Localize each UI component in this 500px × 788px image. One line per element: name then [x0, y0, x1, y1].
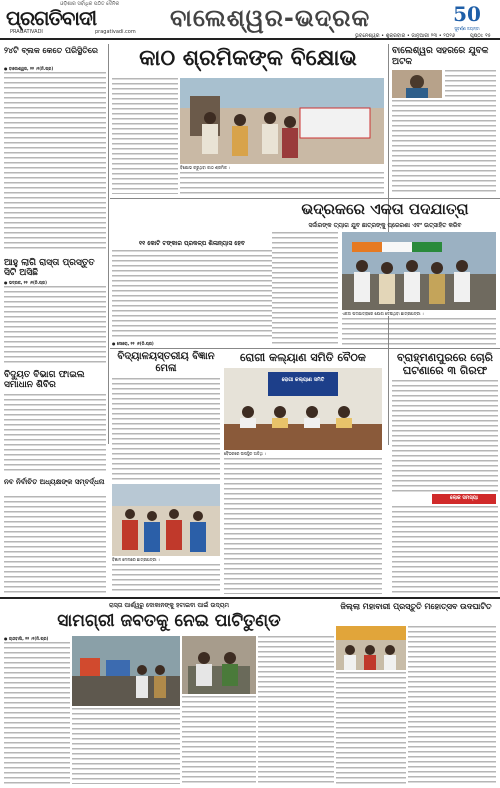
- vendor-photo: [182, 636, 256, 694]
- story-headline[interactable]: ଆହୁ ଲାଗି ରାସ୍ତା ପ୍ରସ୍ତୁତ ସିଟି ଅସିଛି: [4, 258, 95, 278]
- story-headline[interactable]: ସାମଗ୍ରୀ ଜବତକୁ ନେଇ ପାଟିତୁଣ୍ଡ: [57, 611, 281, 631]
- section-rule: [110, 198, 500, 199]
- story-body-text: [258, 636, 334, 784]
- page-number: ପୃଷ୍ଠା: ୧୫: [470, 33, 491, 39]
- story-body-text: [408, 626, 496, 784]
- anniversary-number: 50: [453, 2, 481, 26]
- market-photo: [72, 636, 180, 706]
- story-kicker: ରାସ୍ତା ପାର୍ଶ୍ୱରୁ ଦୋକାନଙ୍କୁ ହଟାଇବା ପାଇଁ ଉଦ୍ୟମ: [108, 602, 230, 609]
- story-body-text: [336, 672, 406, 784]
- story-dateline: ● ବାଲେଶ୍ୱର, ୨୨ ।୧(ନି.ପ୍ର): [4, 66, 54, 71]
- story-body-text: [392, 100, 496, 194]
- anniversary-emblem: [442, 2, 492, 32]
- story-strap[interactable]: ୧୧ କୋଟି ଟଙ୍କାର ପ୍ରକଳ୍ପ ଶିଳାନ୍ୟାସ ହେବ: [139, 240, 245, 247]
- photo-caption: ବୈଠକରେ ଉପସ୍ଥିତ ଅତିଥି ।: [224, 451, 382, 456]
- story-body-text: [112, 564, 220, 594]
- story-headline[interactable]: ରୋଗୀ କଲ୍ୟାଣ ସମିତି ବୈଠକ: [240, 351, 366, 364]
- logo-subtitle: PRAGATIVADI: [10, 29, 43, 35]
- anniversary-text: ସୁବର୍ଣ୍ଣ ଜୟନ୍ତୀ: [454, 26, 480, 31]
- story-subheadline: ସର୍ଦ୍ଦାରଙ୍କ ତ୍ୟାଗ ଯୁବ ଛାତ୍ରଙ୍କୁ ପ୍ରେରଣା ଏବଂ ଉତ୍ସାହିତ କରିବ: [308, 222, 462, 229]
- story-headline[interactable]: ଜିଲ୍ଲା ମହାବାରୀ ପ୍ରସ୍ତୁତି ମହୋତ୍ସବ ଉଦଘାଟିତ: [340, 602, 492, 611]
- story-body-text: [4, 72, 106, 252]
- newspaper-logo[interactable]: ପ୍ରଗତିବାଦୀ: [6, 6, 97, 30]
- story-headline[interactable]: ବ୍ରାହ୍ମଣପୁରରେ ଚୋରି ଘଟଣାରେ ୩ ଗିରଫ: [396, 351, 494, 377]
- story-body-text: [112, 378, 220, 482]
- section-tag: ଲୋକ ସମସ୍ୟା: [432, 494, 496, 504]
- story-body-text: [272, 232, 338, 344]
- masthead: [0, 0, 500, 40]
- issue-date: ଭୁବନେଶ୍ୱର • ଶୁକ୍ରବାର • ଜାନୁଆରୀ ୨୩ • ୨୦୨୬: [355, 33, 456, 39]
- story-headline[interactable]: ନବ ନିର୍ବାଚିତ ଅଧ୍ୟକ୍ଷଙ୍କ ସମ୍ବର୍ଦ୍ଧନା: [4, 478, 105, 486]
- padayatra-photo: [342, 232, 496, 310]
- photo-caption: ବିକ୍ଷୋଭ କରୁଥିବା କାଠ ଶ୍ରମିକ ।: [180, 165, 384, 170]
- news-photo: [392, 70, 442, 98]
- story-body-text: [112, 250, 272, 340]
- story-body-text: [112, 78, 178, 194]
- story-body-text: [224, 458, 382, 594]
- column-rule: [108, 44, 109, 444]
- story-body-text: [4, 286, 106, 366]
- story-headline[interactable]: ବାଲେଶ୍ୱର ସହରରେ ଯୁବକ ଅଟକ: [392, 46, 489, 67]
- meeting-banner: ରୋଗୀ କଲ୍ୟାଣ ସମିତି: [268, 372, 338, 396]
- photo-caption: ବିଜ୍ଞାନ ମେଳାରେ ଛାତ୍ରଛାତ୍ରୀ ।: [112, 557, 220, 562]
- edition-title: ବାଲେଶ୍ୱର-ଭଦ୍ରକ: [170, 4, 371, 32]
- tagline: ଓଡ଼ିଶାର ସର୍ବାଧିକ ପଠିତ ଦୈନିକ: [60, 1, 120, 7]
- story-headline[interactable]: ଭଦ୍ରକରେ ଏକତା ପଦଯାତ୍ରା: [301, 200, 469, 218]
- story-headline[interactable]: ବିଦ୍ୟାଳୟସ୍ତରୀୟ ବିଜ୍ଞାନ ମେଳା: [117, 351, 215, 374]
- story-body-text: [392, 506, 498, 594]
- story-dateline: ● ସୋରୋ, ୨୨ ।୧(ନି.ପ୍ର): [112, 341, 154, 346]
- story-body-text: [180, 172, 384, 196]
- story-body-text: [392, 380, 498, 492]
- story-body-text: [72, 708, 180, 784]
- website-url[interactable]: pragativadi.com: [95, 29, 136, 35]
- story-dateline: ● ଭଦ୍ରକ, ୨୨ ।୧(ନି.ପ୍ର): [4, 280, 47, 285]
- lead-headline[interactable]: କାଠ ଶ୍ରମିକଙ୍କ ବିକ୍ଷୋଭ: [139, 46, 357, 71]
- story-dateline: ● ଚାନ୍ଦବାଲି, ୨୨ ।୧(ନି.ପ୍ର): [4, 636, 49, 641]
- story-body-text: [4, 496, 106, 594]
- section-rule: [110, 348, 500, 349]
- protest-photo: [180, 78, 384, 164]
- story-body-text: [4, 642, 70, 784]
- story-headline[interactable]: ୨୪ଟି ବ୍ଲକ କେତେ ପରିସ୍ଥିତିରେ: [4, 46, 98, 55]
- science-fair-photo: [112, 484, 220, 556]
- photo-caption: ଏକତା ପଦଯାତ୍ରାରେ ଯୋଗ ଦେଇଥିବା ଛାତ୍ରଛାତ୍ରୀ ।: [342, 311, 496, 316]
- festival-photo: [336, 626, 406, 670]
- story-body-text: [182, 696, 256, 784]
- story-body-text: [4, 394, 106, 474]
- story-body-text: [445, 70, 496, 98]
- story-body-text: [342, 318, 496, 346]
- section-rule: [0, 597, 500, 599]
- story-headline[interactable]: ବିଦ୍ୟୁତ ବିଭାଗ ଫାଇଲ ସମାଧାନ ଶିବିର: [4, 370, 85, 390]
